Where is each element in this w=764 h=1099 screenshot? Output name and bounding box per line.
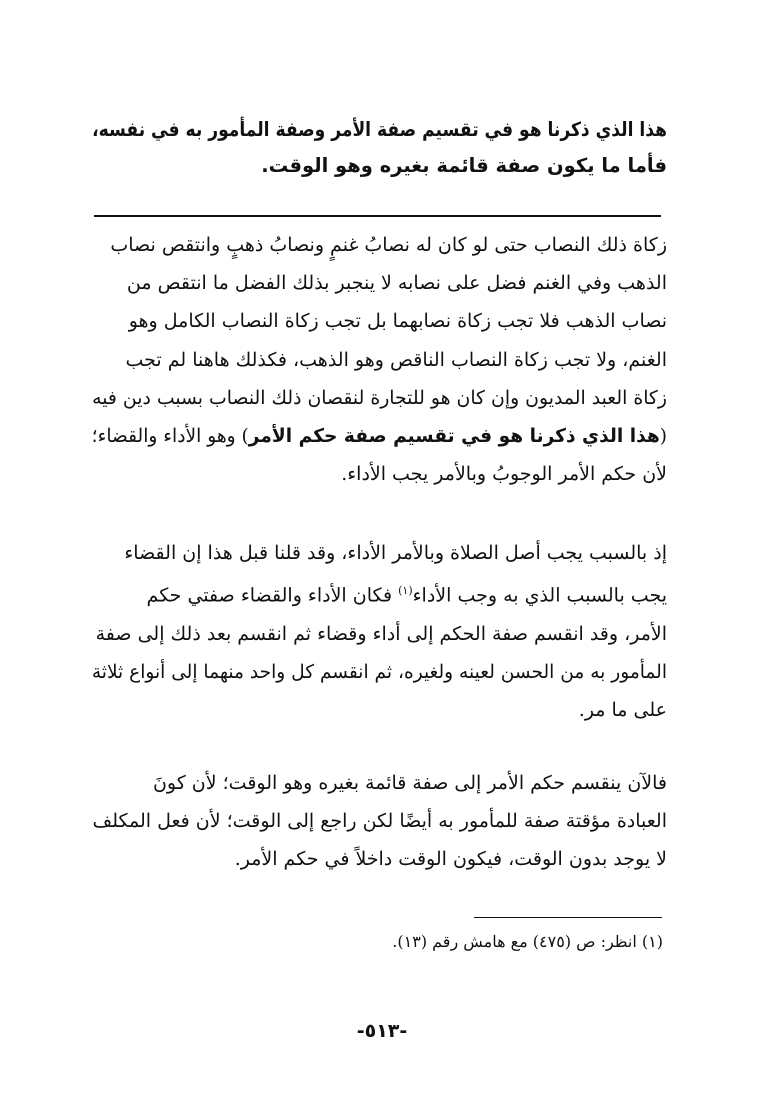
commentary-line: الغنم، ولا تجب زكاة النصاب الناقص وهو الذهب، فكذلك هاهنا لم تجب bbox=[125, 348, 667, 371]
commentary-text: ) وهو الأداء والقضاء؛ bbox=[91, 425, 249, 448]
section-divider bbox=[94, 215, 661, 217]
commentary-line bbox=[92, 572, 667, 615]
footnote bbox=[392, 930, 663, 954]
commentary-line: زكاة العبد المديون وإن كان هو للتجارة لنقصان ذلك النصاب بسبب دين فيه bbox=[92, 386, 667, 409]
commentary-line: الذهب وفي الغنم فضل على نصابه لا ينجبر بذلك الفضل ما انتقص من bbox=[126, 272, 667, 295]
commentary-line: نصاب الذهب فلا تجب زكاة نصابهما بل تجب زكاة النصاب الكامل وهو bbox=[128, 310, 667, 333]
footnote-marker: (١) bbox=[641, 932, 663, 951]
commentary-line: لا يوجد بدون الوقت، فيكون الوقت داخلاً في حكم الأمر. bbox=[234, 848, 667, 871]
commentary-line: لأن حكم الأمر الوجوبُ وبالأمر يجب الأداء. bbox=[341, 463, 667, 486]
commentary-line: زكاة ذلك النصاب حتى لو كان له نصابُ غنمٍ ونصابُ ذهبٍ وانتقص نصاب bbox=[110, 234, 667, 256]
footnote-text: انظر: ص (٤٧٥) مع هامش رقم (١٣). bbox=[392, 932, 637, 951]
commentary-paragraph bbox=[92, 534, 667, 729]
quoted-matn: هذا الذي ذكرنا هو في تقسيم صفة حكم الأمر bbox=[248, 425, 660, 448]
commentary-line: على ما مر. bbox=[578, 699, 667, 722]
commentary-text: يجب بالسبب الذي به وجب الأداء bbox=[412, 584, 667, 607]
main-text-block bbox=[92, 112, 667, 184]
commentary-line bbox=[91, 417, 667, 455]
commentary-line: العبادة مؤقتة صفة للمأمور به أيضًا لكن راجع إلى الوقت؛ لأن فعل المكلف bbox=[92, 810, 667, 833]
commentary-line: المأمور به من الحسن لعينه ولغيره، ثم انقسم كل واحد منهما إلى أنواع ثلاثة bbox=[91, 660, 667, 683]
main-text-line: هذا الذي ذكرنا هو في تقسيم صفة الأمر وصفة المأمور به في نفسه، bbox=[92, 118, 667, 141]
commentary-line: إذ بالسبب يجب أصل الصلاة وبالأمر الأداء، وقد قلنا قبل هذا إن القضاء bbox=[124, 542, 667, 564]
commentary-line: فالآن ينقسم حكم الأمر إلى صفة قائمة بغيره وهو الوقت؛ لأن كونَ bbox=[152, 772, 667, 794]
open-paren: ( bbox=[659, 425, 667, 448]
footnote-reference[interactable]: (١) bbox=[398, 584, 413, 598]
commentary-paragraph bbox=[92, 764, 667, 879]
footnote-divider bbox=[474, 917, 662, 918]
commentary-text: فكان الأداء والقضاء صفتي حكم bbox=[146, 584, 399, 607]
commentary-line: الأمر، وقد انقسم صفة الحكم إلى أداء وقضاء ثم انقسم بعد ذلك إلى صفة bbox=[95, 622, 667, 645]
commentary-paragraph bbox=[92, 226, 667, 493]
main-text-line: فأما ما يكون صفة قائمة بغيره وهو الوقت. bbox=[261, 154, 667, 177]
page-number: -٥١٣- bbox=[356, 1020, 408, 1042]
